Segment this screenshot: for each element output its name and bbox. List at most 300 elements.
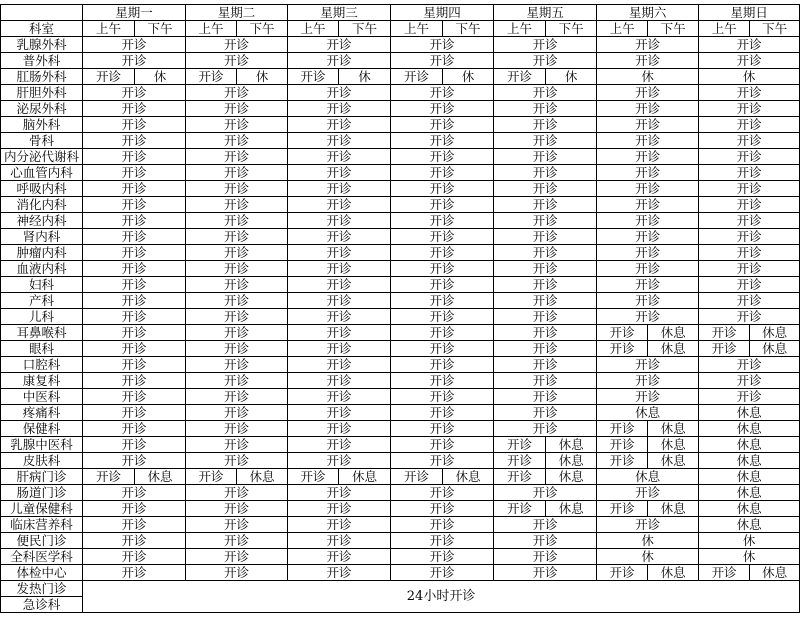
day-status-cell: 休息	[699, 469, 800, 485]
day-status-cell: 开诊	[186, 453, 288, 469]
day-status-cell: 开诊	[699, 165, 800, 181]
pm-status-cell: 休	[135, 69, 186, 85]
day-status-cell: 开诊	[597, 165, 699, 181]
all-day-note: 24小时开诊	[83, 581, 800, 613]
day-status-cell: 休息	[699, 485, 800, 501]
am-header: 上午	[597, 21, 648, 37]
schedule-row	[1, 373, 800, 389]
am-status-cell: 开诊	[186, 69, 237, 85]
dept-name: 儿童保健科	[1, 501, 83, 517]
am-status-cell: 开诊	[597, 437, 648, 453]
pm-header: 下午	[339, 21, 391, 37]
day-status-cell: 休息	[699, 453, 800, 469]
day-status-cell: 开诊	[597, 229, 699, 245]
day-status-cell: 开诊	[391, 501, 494, 517]
am-status-cell: 开诊	[186, 469, 237, 485]
schedule-row	[1, 565, 800, 581]
dept-name: 口腔科	[1, 357, 83, 373]
pm-status-cell: 休息	[237, 469, 288, 485]
schedule-row	[1, 261, 800, 277]
day-status-cell: 开诊	[391, 325, 494, 341]
day-status-cell: 开诊	[391, 421, 494, 437]
day-status-cell: 开诊	[83, 149, 186, 165]
dept-name: 临床营养科	[1, 517, 83, 533]
am-status-cell: 开诊	[597, 565, 648, 581]
schedule-row	[1, 85, 800, 101]
pm-status-cell: 休息	[648, 421, 699, 437]
dept-fever-clinic: 发热门诊	[1, 581, 83, 597]
am-status-cell: 开诊	[494, 501, 546, 517]
day-status-cell: 开诊	[83, 501, 186, 517]
am-status-cell: 开诊	[494, 469, 546, 485]
day-status-cell: 开诊	[494, 517, 597, 533]
day-status-cell: 开诊	[391, 261, 494, 277]
am-header: 上午	[699, 21, 750, 37]
dept-name: 皮肤科	[1, 453, 83, 469]
schedule-row	[1, 469, 800, 485]
day-status-cell: 开诊	[597, 181, 699, 197]
day-status-cell: 开诊	[83, 117, 186, 133]
day-status-cell: 开诊	[186, 133, 288, 149]
day-status-cell: 休息	[699, 421, 800, 437]
day-status-cell: 开诊	[288, 325, 391, 341]
pm-header: 下午	[237, 21, 288, 37]
schedule-row	[1, 325, 800, 341]
day-status-cell: 开诊	[288, 309, 391, 325]
dept-name: 体检中心	[1, 565, 83, 581]
pm-status-cell: 休	[339, 69, 391, 85]
day-status-cell: 开诊	[186, 165, 288, 181]
pm-status-cell: 休息	[648, 565, 699, 581]
schedule-row	[1, 117, 800, 133]
schedule-row	[1, 341, 800, 357]
am-header: 上午	[391, 21, 443, 37]
day-status-cell: 开诊	[186, 549, 288, 565]
dept-name: 疼痛科	[1, 405, 83, 421]
day-status-cell: 开诊	[83, 309, 186, 325]
day-status-cell: 开诊	[494, 533, 597, 549]
day-status-cell: 开诊	[699, 149, 800, 165]
day-status-cell: 开诊	[391, 213, 494, 229]
day-status-cell: 开诊	[288, 181, 391, 197]
day-status-cell: 开诊	[597, 213, 699, 229]
day-status-cell: 开诊	[494, 117, 597, 133]
day-status-cell: 开诊	[597, 485, 699, 501]
schedule-row	[1, 37, 800, 53]
day-status-cell: 开诊	[391, 165, 494, 181]
day-status-cell: 开诊	[288, 453, 391, 469]
day-header-mon: 星期一	[83, 5, 186, 21]
day-status-cell: 开诊	[186, 533, 288, 549]
day-status-cell: 开诊	[83, 373, 186, 389]
dept-name: 骨科	[1, 133, 83, 149]
pm-status-cell: 休息	[339, 469, 391, 485]
day-status-cell: 开诊	[83, 261, 186, 277]
schedule-row	[1, 421, 800, 437]
pm-status-cell: 休息	[546, 501, 597, 517]
day-status-cell: 开诊	[391, 549, 494, 565]
day-status-cell: 开诊	[186, 101, 288, 117]
day-status-cell: 开诊	[597, 53, 699, 69]
schedule-row	[1, 309, 800, 325]
day-status-cell: 开诊	[186, 309, 288, 325]
day-status-cell: 开诊	[494, 373, 597, 389]
schedule-row	[1, 277, 800, 293]
schedule-row	[1, 453, 800, 469]
dept-name: 血液内科	[1, 261, 83, 277]
blank-corner-cell	[1, 5, 83, 21]
day-header-fri: 星期五	[494, 5, 597, 21]
day-status-cell: 开诊	[699, 309, 800, 325]
pm-status-cell: 休息	[546, 453, 597, 469]
day-status-cell: 开诊	[186, 437, 288, 453]
am-status-cell: 开诊	[597, 453, 648, 469]
dept-name: 全科医学科	[1, 549, 83, 565]
session-header-row	[1, 21, 800, 37]
am-status-cell: 开诊	[83, 69, 135, 85]
schedule-row	[1, 517, 800, 533]
day-status-cell: 开诊	[288, 389, 391, 405]
day-status-cell: 开诊	[391, 357, 494, 373]
day-status-cell: 开诊	[186, 245, 288, 261]
pm-status-cell: 休	[443, 69, 494, 85]
am-header: 上午	[186, 21, 237, 37]
pm-header: 下午	[135, 21, 186, 37]
pm-status-cell: 休息	[750, 565, 800, 581]
day-status-cell: 开诊	[288, 213, 391, 229]
day-status-cell: 开诊	[288, 117, 391, 133]
day-status-cell: 开诊	[186, 229, 288, 245]
day-status-cell: 开诊	[288, 53, 391, 69]
day-status-cell: 开诊	[83, 453, 186, 469]
day-status-cell: 开诊	[288, 261, 391, 277]
day-status-cell: 开诊	[288, 501, 391, 517]
am-status-cell: 开诊	[494, 453, 546, 469]
day-status-cell: 开诊	[699, 293, 800, 309]
day-status-cell: 休息	[597, 469, 699, 485]
day-status-cell: 开诊	[288, 517, 391, 533]
pm-header: 下午	[648, 21, 699, 37]
fever-row	[1, 581, 800, 597]
am-status-cell: 开诊	[391, 469, 443, 485]
day-status-cell: 开诊	[391, 277, 494, 293]
am-status-cell: 开诊	[597, 341, 648, 357]
dept-name: 便民门诊	[1, 533, 83, 549]
schedule-row	[1, 389, 800, 405]
day-status-cell: 开诊	[186, 357, 288, 373]
dept-name: 心血管内科	[1, 165, 83, 181]
day-status-cell: 休	[699, 549, 800, 565]
dept-emergency: 急诊科	[1, 597, 83, 613]
schedule-row	[1, 357, 800, 373]
dept-name: 神经内科	[1, 213, 83, 229]
day-status-cell: 开诊	[83, 53, 186, 69]
day-status-cell: 开诊	[186, 421, 288, 437]
day-status-cell: 开诊	[391, 85, 494, 101]
day-status-cell: 开诊	[391, 517, 494, 533]
day-status-cell: 开诊	[288, 357, 391, 373]
day-status-cell: 开诊	[288, 405, 391, 421]
dept-name: 肝病门诊	[1, 469, 83, 485]
day-status-cell: 开诊	[494, 197, 597, 213]
day-status-cell: 开诊	[494, 485, 597, 501]
day-status-cell: 开诊	[83, 229, 186, 245]
day-status-cell: 开诊	[288, 101, 391, 117]
day-status-cell: 开诊	[288, 37, 391, 53]
pm-status-cell: 休	[546, 69, 597, 85]
schedule-row	[1, 437, 800, 453]
day-status-cell: 开诊	[699, 197, 800, 213]
am-status-cell: 开诊	[494, 437, 546, 453]
day-status-cell: 开诊	[186, 149, 288, 165]
am-status-cell: 开诊	[597, 421, 648, 437]
day-status-cell: 开诊	[186, 277, 288, 293]
dept-name: 肛肠外科	[1, 69, 83, 85]
day-status-cell: 开诊	[494, 245, 597, 261]
day-status-cell: 休	[597, 69, 699, 85]
day-status-cell: 开诊	[699, 53, 800, 69]
day-status-cell: 休息	[699, 517, 800, 533]
day-status-cell: 开诊	[83, 485, 186, 501]
am-status-cell: 开诊	[494, 69, 546, 85]
day-status-cell: 开诊	[186, 485, 288, 501]
schedule-row	[1, 245, 800, 261]
dept-name: 呼吸内科	[1, 181, 83, 197]
day-status-cell: 开诊	[391, 485, 494, 501]
day-status-cell: 开诊	[83, 389, 186, 405]
day-status-cell: 开诊	[288, 165, 391, 181]
day-status-cell: 开诊	[83, 133, 186, 149]
day-status-cell: 开诊	[83, 213, 186, 229]
schedule-row	[1, 133, 800, 149]
day-status-cell: 开诊	[494, 549, 597, 565]
day-status-cell: 开诊	[391, 293, 494, 309]
day-status-cell: 开诊	[494, 149, 597, 165]
day-status-cell: 开诊	[597, 357, 699, 373]
day-status-cell: 开诊	[83, 293, 186, 309]
day-status-cell: 开诊	[288, 197, 391, 213]
schedule-row	[1, 549, 800, 565]
dept-name: 保健科	[1, 421, 83, 437]
day-status-cell: 开诊	[391, 117, 494, 133]
day-status-cell: 开诊	[83, 341, 186, 357]
day-status-cell: 开诊	[391, 53, 494, 69]
day-status-cell: 休	[597, 549, 699, 565]
am-status-cell: 开诊	[288, 469, 339, 485]
day-status-cell: 开诊	[597, 101, 699, 117]
day-status-cell: 开诊	[83, 565, 186, 581]
schedule-row	[1, 533, 800, 549]
day-status-cell: 开诊	[83, 325, 186, 341]
day-status-cell: 开诊	[494, 405, 597, 421]
day-header-tue: 星期二	[186, 5, 288, 21]
day-status-cell: 开诊	[288, 549, 391, 565]
dept-name: 脑外科	[1, 117, 83, 133]
day-status-cell: 开诊	[494, 53, 597, 69]
schedule-row	[1, 53, 800, 69]
day-status-cell: 开诊	[699, 373, 800, 389]
day-status-cell: 开诊	[699, 357, 800, 373]
day-status-cell: 开诊	[597, 293, 699, 309]
day-status-cell: 开诊	[494, 565, 597, 581]
day-status-cell: 开诊	[186, 325, 288, 341]
day-header-row	[1, 5, 800, 21]
dept-name: 耳鼻喉科	[1, 325, 83, 341]
day-status-cell: 开诊	[288, 485, 391, 501]
day-status-cell: 开诊	[391, 101, 494, 117]
day-status-cell: 开诊	[699, 261, 800, 277]
day-status-cell: 开诊	[494, 85, 597, 101]
pm-status-cell: 休息	[750, 341, 800, 357]
day-status-cell: 开诊	[699, 277, 800, 293]
schedule-row	[1, 149, 800, 165]
day-status-cell: 开诊	[391, 533, 494, 549]
day-status-cell: 开诊	[597, 309, 699, 325]
dept-name: 内分泌代谢科	[1, 149, 83, 165]
day-status-cell: 开诊	[391, 341, 494, 357]
day-status-cell: 开诊	[597, 149, 699, 165]
day-status-cell: 开诊	[494, 133, 597, 149]
schedule-row	[1, 293, 800, 309]
day-status-cell: 开诊	[186, 565, 288, 581]
schedule-row	[1, 405, 800, 421]
day-status-cell: 开诊	[83, 37, 186, 53]
schedule-row	[1, 197, 800, 213]
pm-header: 下午	[546, 21, 597, 37]
day-status-cell: 开诊	[288, 245, 391, 261]
day-status-cell: 开诊	[699, 181, 800, 197]
am-status-cell: 开诊	[83, 469, 135, 485]
am-status-cell: 开诊	[699, 325, 750, 341]
day-status-cell: 开诊	[186, 197, 288, 213]
day-header-wed: 星期三	[288, 5, 391, 21]
day-status-cell: 开诊	[494, 309, 597, 325]
dept-name: 产科	[1, 293, 83, 309]
pm-header: 下午	[443, 21, 494, 37]
day-status-cell: 开诊	[597, 117, 699, 133]
schedule-row	[1, 501, 800, 517]
am-header: 上午	[83, 21, 135, 37]
day-status-cell: 开诊	[391, 229, 494, 245]
day-status-cell: 开诊	[391, 309, 494, 325]
day-status-cell: 开诊	[83, 181, 186, 197]
day-header-thu: 星期四	[391, 5, 494, 21]
dept-name: 乳腺中医科	[1, 437, 83, 453]
day-status-cell: 开诊	[83, 197, 186, 213]
am-header: 上午	[288, 21, 339, 37]
dept-name: 肿瘤内科	[1, 245, 83, 261]
day-status-cell: 开诊	[597, 389, 699, 405]
day-status-cell: 开诊	[186, 53, 288, 69]
day-status-cell: 休	[597, 533, 699, 549]
pm-status-cell: 休息	[135, 469, 186, 485]
day-status-cell: 开诊	[186, 181, 288, 197]
day-status-cell: 开诊	[597, 197, 699, 213]
day-status-cell: 开诊	[83, 101, 186, 117]
am-status-cell: 开诊	[288, 69, 339, 85]
day-status-cell: 开诊	[186, 213, 288, 229]
day-status-cell: 开诊	[186, 261, 288, 277]
day-status-cell: 开诊	[391, 245, 494, 261]
day-status-cell: 开诊	[494, 165, 597, 181]
day-status-cell: 开诊	[494, 389, 597, 405]
day-status-cell: 开诊	[699, 389, 800, 405]
day-status-cell: 开诊	[699, 213, 800, 229]
day-status-cell: 开诊	[494, 341, 597, 357]
day-status-cell: 开诊	[494, 325, 597, 341]
day-status-cell: 开诊	[699, 37, 800, 53]
day-status-cell: 开诊	[494, 213, 597, 229]
pm-header: 下午	[750, 21, 800, 37]
day-status-cell: 开诊	[391, 389, 494, 405]
am-header: 上午	[494, 21, 546, 37]
day-status-cell: 开诊	[288, 341, 391, 357]
day-status-cell: 开诊	[83, 549, 186, 565]
pm-status-cell: 休息	[443, 469, 494, 485]
day-status-cell: 开诊	[288, 277, 391, 293]
day-status-cell: 开诊	[83, 277, 186, 293]
dept-name: 儿科	[1, 309, 83, 325]
day-status-cell: 开诊	[288, 421, 391, 437]
day-status-cell: 休	[699, 69, 800, 85]
pm-status-cell: 休	[237, 69, 288, 85]
pm-status-cell: 休息	[648, 437, 699, 453]
dept-name: 眼科	[1, 341, 83, 357]
day-status-cell: 开诊	[83, 85, 186, 101]
day-status-cell: 开诊	[699, 133, 800, 149]
day-status-cell: 开诊	[494, 293, 597, 309]
day-status-cell: 开诊	[391, 437, 494, 453]
day-status-cell: 休息	[699, 405, 800, 421]
day-status-cell: 开诊	[494, 181, 597, 197]
dept-name: 泌尿外科	[1, 101, 83, 117]
am-status-cell: 开诊	[699, 565, 750, 581]
day-status-cell: 开诊	[288, 293, 391, 309]
day-status-cell: 开诊	[597, 85, 699, 101]
day-status-cell: 开诊	[288, 85, 391, 101]
day-status-cell: 开诊	[699, 101, 800, 117]
day-header-sun: 星期日	[699, 5, 800, 21]
day-status-cell: 开诊	[391, 405, 494, 421]
day-status-cell: 开诊	[83, 165, 186, 181]
day-status-cell: 开诊	[391, 565, 494, 581]
day-status-cell: 开诊	[494, 261, 597, 277]
pm-status-cell: 休息	[648, 325, 699, 341]
schedule-row	[1, 165, 800, 181]
am-status-cell: 开诊	[597, 325, 648, 341]
am-status-cell: 开诊	[597, 501, 648, 517]
day-status-cell: 开诊	[83, 517, 186, 533]
schedule-body	[1, 37, 800, 581]
schedule-row	[1, 213, 800, 229]
day-status-cell: 开诊	[83, 245, 186, 261]
day-status-cell: 开诊	[391, 453, 494, 469]
day-status-cell: 开诊	[186, 37, 288, 53]
day-status-cell: 开诊	[83, 405, 186, 421]
day-status-cell: 开诊	[391, 373, 494, 389]
day-status-cell: 开诊	[83, 437, 186, 453]
bottom-section	[1, 581, 800, 613]
day-status-cell: 开诊	[186, 501, 288, 517]
day-status-cell: 开诊	[597, 277, 699, 293]
schedule-row	[1, 229, 800, 245]
dept-name: 肾内科	[1, 229, 83, 245]
day-status-cell: 开诊	[186, 85, 288, 101]
day-status-cell: 开诊	[288, 437, 391, 453]
dept-name: 妇科	[1, 277, 83, 293]
dept-name: 乳腺外科	[1, 37, 83, 53]
day-status-cell: 开诊	[391, 197, 494, 213]
